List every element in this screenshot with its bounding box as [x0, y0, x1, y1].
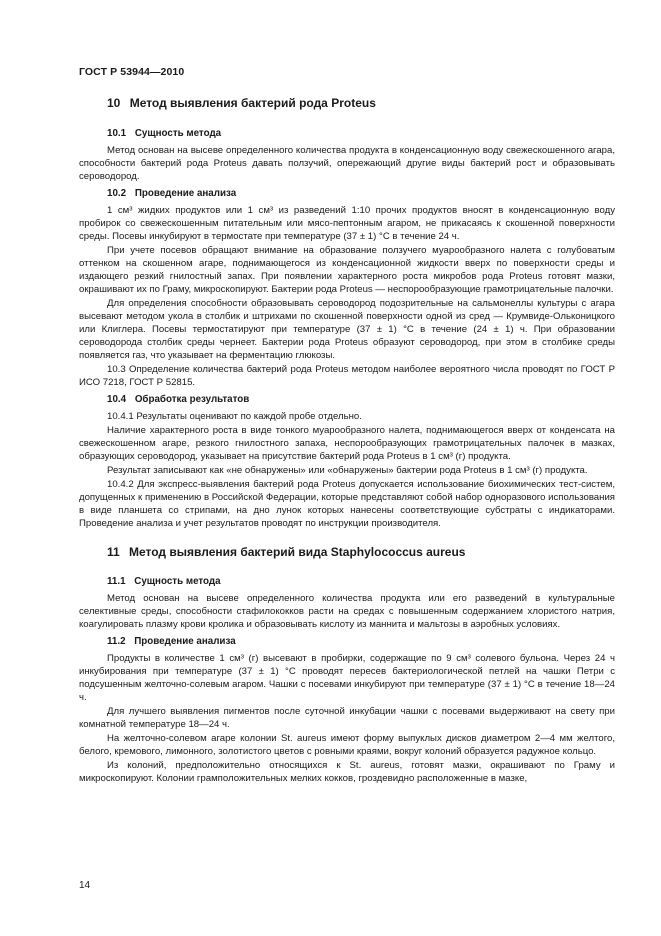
subsection-10-4-number: 10.4 [107, 394, 127, 405]
paragraph-10-4-1-b: Наличие характерного роста в виде тонкого муарообразного налета, поднимающегося вверх от конденсата на свежескошенном агаре, резкого гнилостного запаха, неспорообразующих грамотрицательных палочек в мазках, образующих сероводород, указывает на присутствие бактерий рода Proteus в 1 см³ (г) продукта. [79, 425, 615, 462]
page-number: 14 [79, 880, 91, 891]
paragraph-10-2-b: При учете посевов обращают внимание на образование ползучего муарообразного налета с голубоватым оттенком на скошенном агаре, поднимающегося из конденсационной жидкости вверх по поверхности среды и издающего резкий гнилостный запах. При появлении характерного роста микробов рода Proteus готовят мазки, окрашивают их по Граму, микроскопируют. Бактерии рода Proteus — неспорообразующие грамотрицательные палочки. [79, 245, 615, 295]
subsection-10-2-number: 10.2 [107, 188, 127, 199]
paragraph-10-1: Метод основан на высеве определенного количества продукта в конденсационную воду свежескошенного агара, способности бактерий рода Proteus давать ползучий, опережающий другие виды бактерий рост и образовывать сероводород. [79, 145, 615, 182]
subsection-10-1-heading [79, 127, 615, 140]
section-10-heading [79, 96, 615, 110]
paragraph-11-2-a: Продукты в количестве 1 см³ (г) высевают в пробирки, содержащие по 9 см³ солевого бульона. Через 24 ч инкубирования при температуре (37 ± 1) °С проводят пересев бактериологической петлей на чашки Петри с подсушенным желточно-солевым агаром. Чашки с посевами инкубируют при температуре (37 ± 1) °С в течение 18—24 ч. [79, 653, 615, 703]
subsection-10-1-title: Сущность метода [134, 128, 222, 139]
paragraph-10-2-a: 1 см³ жидких продуктов или 1 см³ из разведений 1:10 прочих продуктов вносят в конденсационную воду пробирок со свежескошенным питательным или мясо-пептонным агаром, не прикасаясь к скошенной поверхности среды. Посевы инкубируют в термостате при температуре (37 ± 1) °С в течение 24 ч. [79, 205, 615, 242]
subsection-10-2-heading [79, 187, 615, 200]
paragraph-11-2-b: Для лучшего выявления пигментов после суточной инкубации чашки с посевами выдерживают на свету при комнатной температуре 18—24 ч. [79, 706, 615, 730]
subsection-11-1-number: 11.1 [107, 576, 126, 587]
subsection-10-2-title: Проведение анализа [134, 188, 237, 199]
subsection-11-2-number: 11.2 [107, 636, 126, 647]
subsection-11-2-heading [79, 635, 615, 648]
paragraph-11-2-d: Из колоний, предположительно относящихся к St. aureus, готовят мазки, окрашивают по Граму и микроскопируют. Колонии грамположительных мелких кокков, гроздевидно расположенные в мазке, [79, 760, 615, 784]
paragraph-11-1: Метод основан на высеве определенного количества продукта или его разведений в культуральные селективные среды, способности стафилококков расти на средах с повышенным содержанием хлористого натрия, коагулировать плазму крови кролика и образовывать кислоту из маннита и мальтозы в аэробных условиях. [79, 593, 615, 630]
paragraph-10-4-1-c: Результат записывают как «не обнаружены» или «обнаружены» бактерии рода Proteus в 1 см³ (г) продукта. [107, 465, 588, 476]
subsection-10-4-title: Обработка результатов [134, 394, 250, 405]
section-11-heading [79, 545, 615, 559]
paragraph-11-2-c: На желточно-солевом агаре колонии St. aureus имеют форму выпуклых дисков диаметром 2—4 мм желтого, белого, кремового, лимонного, золотистого цветов с ровными краями, вокруг колоний образуется радужное кольцо. [79, 733, 615, 757]
paragraph-10-4-2: 10.4.2 Для экспресс-выявления бактерий рода Proteus допускается использование биохимических тест-систем, допущенных к применению в Российской Федерации, которые представляют собой набор одноразового использования в виде планшета со стрипами, на дно лунок которых нанесены соответствующие субстраты с индикаторами. Проведение анализа и учет результатов проводят по инструкции производителя. [79, 479, 615, 529]
paragraph-10-3: 10.3 Определение количества бактерий рода Proteus методом наиболее вероятного числа проводят по ГОСТ Р ИСО 7218, ГОСТ Р 52815. [79, 364, 615, 388]
subsection-11-2-title: Проведение анализа [134, 636, 236, 647]
section-11-title: Метод выявления бактерий вида Staphylococcus aureus [129, 545, 466, 559]
subsection-10-1-number: 10.1 [107, 128, 127, 139]
subsection-11-1-title: Сущность метода [134, 576, 221, 587]
subsection-10-4-heading [79, 393, 615, 406]
paragraph-10-4-1: 10.4.1 Результаты оценивают по каждой пробе отдельно. [107, 411, 362, 422]
subsection-11-1-heading [79, 575, 615, 588]
section-10-title: Метод выявления бактерий рода Proteus [129, 96, 376, 110]
paragraph-10-2-c: Для определения способности образовывать сероводород подозрительные на сальмонеллы культуры с агара высевают методом укола в столбик и штрихами по скошенной поверхности одной из сред — Крумвиде-Ольконицкого или Клиглера. Посевы термостатируют при температуре (37 ± 1) °С в течение (24 ± 1) ч. При образовании сероводорода столбик среды чернеет. Бактерии рода Proteus образуют сероводород, при этом в столбике среды появляется газ, что указывает на ферментацию глюкозы. [79, 298, 615, 361]
section-11-number: 11 [107, 545, 120, 559]
page-content [79, 93, 615, 786]
document-code-header: ГОСТ Р 53944—2010 [79, 66, 185, 78]
section-10-number: 10 [107, 96, 121, 110]
